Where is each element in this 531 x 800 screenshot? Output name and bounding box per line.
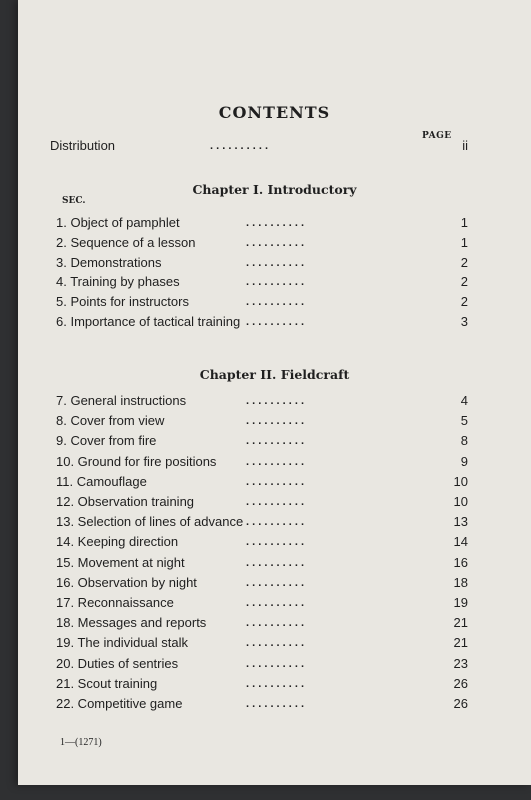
toc-entry: [56, 553, 468, 573]
toc-entry-page: 14: [453, 534, 468, 550]
toc-entry: [56, 674, 468, 694]
page-footer-signature: 1—(1271): [60, 737, 102, 748]
toc-entry: [56, 391, 468, 411]
leader-dots: . . . . . . . . . .: [246, 677, 305, 690]
toc-entry: [56, 233, 468, 253]
toc-entry: [56, 312, 468, 332]
toc-entry-label: 20. Duties of sentries: [56, 655, 179, 671]
toc-entry-label: 4. Training by phases: [56, 274, 180, 290]
toc-entry-label: 17. Reconnaissance: [56, 595, 174, 610]
toc-entry: [56, 431, 468, 451]
toc-entry: [56, 253, 468, 273]
toc-entry-label: Distribution: [50, 138, 116, 153]
toc-entry: [56, 452, 468, 472]
chapter-heading-1: Chapter I. Introductory: [192, 182, 357, 197]
toc-entry-page: ii: [462, 138, 468, 153]
toc-entry-label: 14. Keeping direction: [56, 534, 179, 550]
toc-entry-page: 10: [453, 473, 468, 489]
document-page: [18, 0, 531, 785]
leader-dots: . . . . . . . . . .: [210, 140, 269, 152]
toc-entry-page: 16: [453, 554, 468, 570]
toc-entry-label: 21. Scout training: [56, 675, 158, 691]
leader-dots: . . . . . . . . . .: [246, 236, 305, 249]
leader-dots: . . . . . . . . . .: [246, 698, 305, 710]
toc-entry-page: 1: [460, 215, 468, 230]
toc-entry: [56, 492, 468, 512]
leader-dots: . . . . . . . . . .: [246, 256, 305, 269]
toc-entry-page: 9: [460, 453, 468, 469]
leader-dots: . . . . . . . . . .: [246, 576, 305, 589]
toc-entry-label: 16. Observation by night: [56, 574, 197, 590]
toc-entry: [56, 411, 468, 431]
toc-entry-label: 22. Competitive game: [56, 696, 183, 711]
toc-entry: [56, 633, 468, 653]
toc-entry-page: 3: [460, 314, 468, 329]
toc-entry-label: 18. Messages and reports: [56, 615, 207, 631]
toc-entry: [56, 694, 468, 714]
toc-entry: [56, 512, 468, 532]
leader-dots: . . . . . . . . . .: [246, 415, 305, 428]
toc-entry-label: 15. Movement at night: [56, 554, 185, 570]
toc-entry-page: 4: [460, 393, 468, 408]
toc-entry-label: 12. Observation training: [56, 494, 195, 509]
toc-entry: [56, 532, 468, 552]
toc-entry: [56, 613, 468, 633]
toc-entry-page: 26: [453, 675, 468, 691]
toc-entry: [56, 654, 468, 674]
leader-dots: . . . . . . . . . .: [246, 637, 305, 650]
toc-entry-label: 19. The individual stalk: [56, 635, 189, 651]
leader-dots: . . . . . . . . . .: [246, 657, 305, 670]
toc-entry-label: 1. Object of pamphlet: [56, 215, 180, 230]
toc-entry-page: 2: [460, 294, 468, 310]
toc-entry: [56, 573, 468, 593]
leader-dots: . . . . . . . . . .: [246, 276, 305, 289]
toc-entry: [56, 472, 468, 492]
leader-dots: . . . . . . . . . .: [246, 496, 305, 508]
toc-entry-label: 2. Sequence of a lesson: [56, 234, 196, 250]
section-column-heading: SEC.: [62, 196, 86, 206]
toc-entry-page: 10: [453, 494, 468, 509]
toc-entry-page: 2: [460, 254, 468, 270]
toc-entry-page: 23: [453, 655, 468, 671]
toc-entry-page: 18: [453, 574, 468, 590]
toc-entry-label: 5. Points for instructors: [56, 294, 189, 310]
toc-entry-page: 2: [460, 274, 468, 290]
toc-entry-page: 13: [453, 514, 468, 530]
leader-dots: . . . . . . . . . .: [246, 516, 305, 529]
toc-entry-label: 8. Cover from view: [56, 413, 165, 429]
toc-entry-page: 5: [460, 413, 468, 429]
leader-dots: . . . . . . . . . .: [246, 475, 305, 488]
leader-dots: . . . . . . . . . .: [246, 556, 305, 569]
leader-dots: . . . . . . . . . .: [246, 536, 305, 549]
leader-dots: . . . . . . . . . .: [246, 296, 305, 309]
leader-dots: . . . . . . . . . .: [246, 617, 305, 630]
chapter-heading-2: Chapter II. Fieldcraft: [199, 367, 350, 382]
toc-entry: [56, 272, 468, 292]
toc-entry: [56, 593, 468, 613]
leader-dots: . . . . . . . . . .: [246, 217, 305, 229]
toc-entry: [56, 292, 468, 312]
leader-dots: . . . . . . . . . .: [246, 395, 305, 407]
toc-entry-label: 6. Importance of tactical training: [56, 314, 241, 329]
page-title: CONTENTS: [218, 103, 331, 122]
toc-entry-label: 9. Cover from fire: [56, 433, 157, 449]
leader-dots: . . . . . . . . . .: [246, 597, 305, 609]
toc-entry: [56, 213, 468, 233]
toc-entry-page: 1: [460, 234, 468, 250]
toc-entry-label: 10. Ground for fire positions: [56, 453, 217, 469]
toc-entry-page: 8: [460, 433, 468, 449]
leader-dots: . . . . . . . . . .: [246, 435, 305, 448]
toc-entry-label: 7. General instructions: [56, 393, 187, 408]
toc-entry-label: 3. Demonstrations: [56, 254, 162, 270]
page-column-heading: PAGE: [422, 131, 452, 141]
leader-dots: . . . . . . . . . .: [246, 455, 305, 468]
toc-entry-label: 11. Camouflage: [56, 473, 147, 489]
toc-entry-distribution: [50, 136, 468, 156]
toc-entry-page: 21: [453, 615, 468, 631]
toc-entry-page: 21: [453, 635, 468, 651]
toc-entry-page: 19: [453, 595, 468, 610]
toc-entry-page: 26: [453, 696, 468, 711]
leader-dots: . . . . . . . . . .: [246, 316, 305, 328]
toc-entry-label: 13. Selection of lines of advance: [56, 514, 244, 530]
